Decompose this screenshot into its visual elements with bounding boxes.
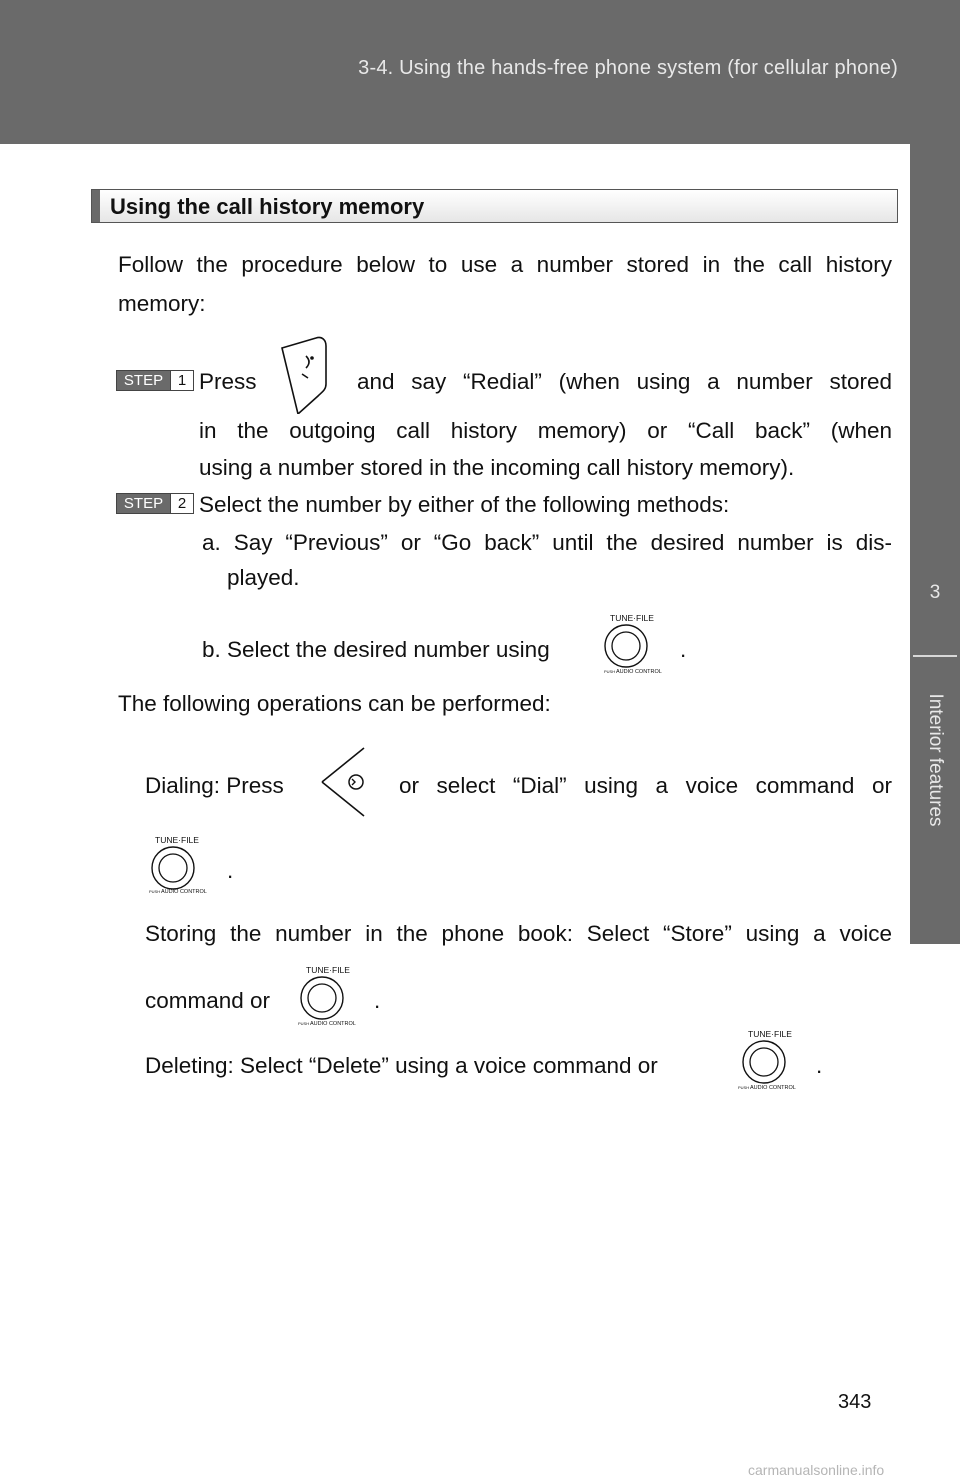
watermark: carmanualsonline.info bbox=[748, 1462, 885, 1478]
side-tab-label: Interior features bbox=[925, 693, 946, 827]
dialing-end: . bbox=[227, 858, 234, 883]
step-1-press: Press bbox=[199, 369, 257, 394]
knob-bottom-label: AUDIO CONTROL bbox=[750, 1085, 796, 1091]
tune-file-knob-icon bbox=[292, 962, 362, 1028]
tune-file-knob-icon bbox=[734, 1026, 804, 1092]
side-tab-number: 3 bbox=[929, 582, 941, 603]
side-tab-divider bbox=[913, 655, 957, 657]
knob-top-label: TUNE·FILE bbox=[748, 1029, 792, 1039]
step-badge-word: STEP bbox=[123, 372, 164, 389]
tune-file-knob-icon bbox=[596, 610, 666, 676]
storing-line-1: Storing the number in the phone book: Select “Store” using a voice bbox=[145, 921, 892, 946]
intro-line-2: memory: bbox=[118, 291, 206, 316]
off-hook-switch-icon bbox=[320, 746, 384, 818]
step-2-line-1: Select the number by either of the following methods: bbox=[199, 492, 730, 517]
knob-top-label: TUNE·FILE bbox=[306, 965, 350, 975]
tune-file-knob-icon bbox=[143, 832, 213, 898]
step-1-line-3: using a number stored in the incoming call history memory). bbox=[199, 455, 795, 480]
step-1-line-1: and say “Redial” (when using a number stored bbox=[357, 369, 892, 394]
knob-top-label: TUNE·FILE bbox=[610, 613, 654, 623]
dialing-post: or select “Dial” using a voice command or bbox=[399, 773, 892, 798]
knob-push-label: PUSH bbox=[149, 889, 161, 894]
step-badge-number: 2 bbox=[170, 494, 193, 513]
knob-push-label: PUSH bbox=[298, 1021, 310, 1026]
knob-bottom-label: AUDIO CONTROL bbox=[161, 889, 207, 895]
storing-line-2: command or bbox=[145, 988, 271, 1013]
step-badge-word: STEP bbox=[123, 495, 164, 512]
dialing-pre: Dialing: Press bbox=[145, 773, 284, 798]
step-1-badge bbox=[116, 370, 194, 391]
talk-switch-icon bbox=[268, 334, 348, 414]
step-badge-number: 1 bbox=[170, 371, 193, 390]
step-2-option-a-line-1: a. Say “Previous” or “Go back” until the desired number is dis- bbox=[202, 530, 892, 555]
page-number: 343 bbox=[838, 1391, 872, 1413]
knob-push-label: PUSH bbox=[738, 1085, 750, 1090]
knob-bottom-label: AUDIO CONTROL bbox=[310, 1021, 356, 1027]
knob-bottom-label: AUDIO CONTROL bbox=[616, 669, 662, 675]
step-2-option-b-end: . bbox=[680, 637, 687, 662]
operations-intro: The following operations can be performed: bbox=[118, 691, 551, 716]
step-2-option-b: b. Select the desired number using bbox=[202, 637, 550, 662]
knob-push-label: PUSH bbox=[604, 669, 616, 674]
storing-end: . bbox=[374, 988, 381, 1013]
section-heading bbox=[91, 189, 898, 223]
section-heading-bar bbox=[92, 190, 100, 222]
deleting-text: Deleting: Select “Delete” using a voice command or bbox=[145, 1053, 658, 1078]
section-heading-text: Using the call history memory bbox=[110, 194, 425, 219]
step-2-option-a-line-2: played. bbox=[227, 565, 300, 590]
deleting-end: . bbox=[816, 1053, 823, 1078]
header-title: 3-4. Using the hands-free phone system (for cellular phone) bbox=[358, 57, 898, 79]
step-2-badge bbox=[116, 493, 194, 514]
step-1-line-2: in the outgoing call history memory) or “Call back” (when bbox=[199, 418, 892, 443]
intro-line-1: Follow the procedure below to use a number stored in the call history bbox=[118, 252, 892, 277]
knob-top-label: TUNE·FILE bbox=[155, 835, 199, 845]
